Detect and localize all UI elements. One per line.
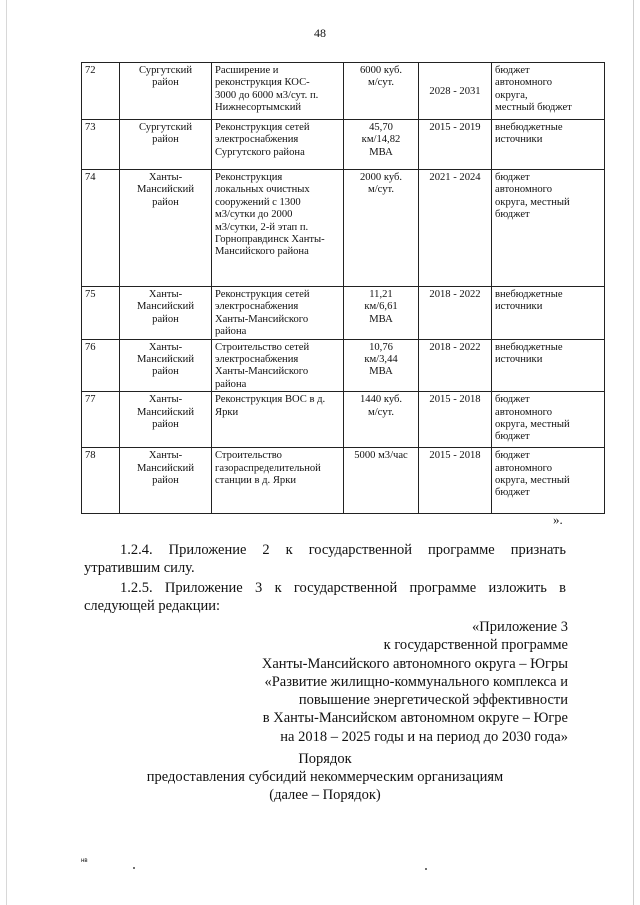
- cell-funding-source-line: бюджет: [495, 394, 530, 406]
- cell-funding-source-line: автономного: [495, 406, 553, 418]
- cell-district-line: Ханты-: [148, 341, 183, 353]
- cell-district-line: Ханты-: [148, 172, 183, 183]
- cell-district-line: Ханты-: [148, 450, 183, 462]
- appendix-header-line: к государственной программе: [383, 637, 568, 654]
- cell-district-line: район: [152, 77, 179, 89]
- appendix-header-line: в Ханты-Мансийском автономном округе – Югре: [262, 710, 568, 727]
- cell-funding-source-line: бюджет: [495, 209, 530, 221]
- cell-funding-source: [492, 63, 605, 120]
- cell-district-line: район: [152, 134, 179, 146]
- cell-measure-line: м3/сутки, 2-й этап п.: [215, 221, 309, 233]
- cell-measure-line: Ханты-Мансийского: [215, 366, 309, 378]
- cell-number: [82, 63, 120, 120]
- table-row: [82, 339, 605, 392]
- cell-measure-line: Строительство: [215, 450, 282, 462]
- cell-measure: [212, 339, 344, 392]
- cell-number-line: 78: [85, 450, 96, 462]
- order-title-line: предоставления субсидий некоммерческим организациям: [146, 769, 504, 786]
- cell-funding-source: [492, 392, 605, 448]
- cell-capacity-line: МВА: [369, 366, 393, 378]
- cell-measure-line: Нижнесортымский: [215, 102, 302, 114]
- cell-measure: [212, 63, 344, 120]
- order-title: [84, 750, 566, 805]
- cell-number-line: 73: [85, 122, 96, 133]
- cell-number-line: 75: [85, 289, 96, 300]
- cell-funding-source: [492, 448, 605, 514]
- closing-quote: ».: [553, 512, 563, 527]
- cell-capacity-line: МВА: [369, 146, 393, 158]
- cell-period-line: 2018 - 2022: [429, 341, 481, 353]
- cell-measure-line: Расширение и: [215, 65, 279, 76]
- cell-measure-line: Реконструкция сетей: [215, 289, 310, 300]
- cell-district: [120, 120, 212, 170]
- cell-district-line: район: [152, 313, 179, 325]
- cell-measure: [212, 392, 344, 448]
- cell-funding-source-line: автономного: [495, 462, 553, 474]
- cell-funding-source-line: источники: [495, 134, 543, 146]
- cell-district: [120, 63, 212, 120]
- table-row: [82, 448, 605, 514]
- appendix-header-line: Ханты-Мансийского автономного округа – Югры: [261, 655, 568, 672]
- cell-measure-line: реконструкция КОС-: [215, 77, 310, 89]
- cell-number-line: 76: [85, 341, 96, 353]
- cell-district-line: Сургутский: [139, 65, 192, 76]
- cell-district: [120, 448, 212, 514]
- measures-table: [81, 62, 605, 514]
- cell-district-line: район: [152, 366, 179, 378]
- cell-number: [82, 392, 120, 448]
- cell-measure: [212, 170, 344, 287]
- table-row: [82, 287, 605, 340]
- cell-number-line: 77: [85, 394, 96, 406]
- cell-capacity: [344, 339, 419, 392]
- cell-measure-line: Реконструкция ВОС в д.: [215, 394, 326, 406]
- cell-measure-line: Реконструкция: [215, 172, 283, 183]
- cell-funding-source-line: внебюджетные: [495, 341, 563, 353]
- cell-period-line: 2015 - 2018: [429, 394, 481, 406]
- cell-funding-source-line: источники: [495, 354, 543, 366]
- cell-measure-line: района: [215, 378, 247, 390]
- cell-district: [120, 170, 212, 287]
- cell-measure-line: Сургутского района: [215, 146, 305, 158]
- appendix-header-line: на 2018 – 2025 годы и на период до 2030 года»: [280, 728, 568, 745]
- cell-district-line: район: [152, 475, 179, 487]
- cell-district-line: Мансийский: [136, 184, 195, 196]
- cell-capacity-line: км/14,82: [361, 134, 401, 146]
- cell-funding-source-line: внебюджетные: [495, 289, 563, 300]
- cell-measure-line: Реконструкция сетей: [215, 122, 310, 133]
- appendix-header: [148, 618, 568, 746]
- cell-measure-line: электроснабжения: [215, 354, 299, 366]
- cell-period-line: 2015 - 2018: [429, 450, 481, 462]
- cell-measure-line: района: [215, 326, 247, 338]
- cell-measure-line: станции в д. Ярки: [215, 475, 297, 487]
- cell-district-line: Мансийский: [136, 406, 195, 418]
- cell-district-line: Ханты-: [148, 289, 183, 300]
- footer-mark: нв: [81, 858, 88, 864]
- cell-capacity: [344, 448, 419, 514]
- cell-funding-source-line: местный бюджет: [495, 102, 572, 114]
- cell-number: [82, 339, 120, 392]
- cell-capacity: [344, 63, 419, 120]
- cell-capacity: [344, 287, 419, 340]
- order-title-line: (далее – Порядок): [269, 787, 381, 804]
- cell-district-line: Ханты-: [148, 394, 183, 406]
- cell-measure-line: Мансийского района: [215, 246, 309, 258]
- cell-measure-line: сооружений с 1300: [215, 196, 301, 208]
- cell-capacity-line: 6000 куб.: [359, 65, 403, 76]
- cell-measure-line: Ханты-Мансийского: [215, 313, 309, 325]
- cell-capacity-line: 1440 куб.: [359, 394, 403, 406]
- table-row: [82, 392, 605, 448]
- cell-period-line: 2021 - 2024: [429, 172, 481, 183]
- cell-funding-source-line: округа, местный: [495, 196, 570, 208]
- table-row: [82, 63, 605, 120]
- cell-capacity-line: МВА: [369, 313, 393, 325]
- cell-capacity-line: м/сут.: [368, 77, 394, 89]
- cell-number: [82, 287, 120, 340]
- cell-measure-line: Ярки: [215, 406, 239, 418]
- cell-district-line: Мансийский: [136, 354, 195, 366]
- cell-period: [419, 63, 492, 120]
- cell-period: [419, 287, 492, 340]
- scan-edge-left: [6, 0, 7, 905]
- cell-capacity-line: 5000 м3/час: [354, 450, 408, 462]
- paragraph-1-2-4: 1.2.4. Приложение 2 к государственной программе признать утратившим силу.: [84, 542, 566, 576]
- cell-measure-line: м3/сутки до 2000: [215, 209, 293, 221]
- cell-funding-source-line: внебюджетные: [495, 122, 563, 133]
- cell-funding-source: [492, 339, 605, 392]
- cell-number: [82, 170, 120, 287]
- cell-period-line: 2018 - 2022: [429, 289, 481, 300]
- cell-district-line: Сургутский: [139, 122, 192, 133]
- cell-funding-source-line: округа, местный: [495, 419, 570, 431]
- cell-measure-line: электроснабжения: [215, 134, 299, 146]
- cell-funding-source-line: бюджет: [495, 487, 530, 499]
- cell-funding-source: [492, 120, 605, 170]
- cell-funding-source-line: автономного: [495, 77, 553, 89]
- cell-capacity-line: 10,76: [369, 341, 393, 353]
- cell-funding-source-line: источники: [495, 301, 543, 313]
- cell-measure-line: 3000 до 6000 м3/сут. п.: [215, 89, 319, 101]
- scan-speck: [133, 867, 135, 869]
- cell-number: [82, 448, 120, 514]
- cell-funding-source-line: бюджет: [495, 431, 530, 443]
- cell-district: [120, 392, 212, 448]
- scan-edge-right: [633, 0, 634, 905]
- cell-measure-line: Строительство сетей: [215, 341, 310, 353]
- cell-period: [419, 339, 492, 392]
- cell-funding-source-line: автономного: [495, 184, 553, 196]
- cell-period-line: 2015 - 2019: [429, 122, 481, 133]
- cell-measure-line: электроснабжения: [215, 301, 299, 313]
- cell-capacity-line: м/сут.: [368, 406, 394, 418]
- appendix-header-line: «Развитие жилищно-коммунального комплекса и: [264, 673, 568, 690]
- table-row: [82, 120, 605, 170]
- page-number: 48: [314, 26, 326, 40]
- cell-period: [419, 170, 492, 287]
- cell-funding-source: [492, 287, 605, 340]
- cell-period: [419, 448, 492, 514]
- scan-speck: [425, 868, 427, 870]
- table-row: [82, 170, 605, 287]
- cell-number-line: 74: [85, 172, 96, 183]
- cell-district-line: район: [152, 419, 179, 431]
- paragraph-1-2-5: 1.2.5. Приложение 3 к государственной программе изложить в следующей редакции:: [84, 580, 566, 614]
- cell-district: [120, 287, 212, 340]
- cell-district-line: Мансийский: [136, 301, 195, 313]
- cell-measure: [212, 120, 344, 170]
- cell-period: [419, 392, 492, 448]
- cell-funding-source-line: бюджет: [495, 450, 530, 462]
- cell-capacity: [344, 170, 419, 287]
- cell-capacity-line: км/3,44: [364, 354, 398, 366]
- cell-period-line: 2028 - 2031: [429, 85, 481, 97]
- cell-district: [120, 339, 212, 392]
- cell-district-line: Мансийский: [136, 462, 195, 474]
- cell-measure-line: Горноправдинск Ханты-: [215, 234, 325, 246]
- cell-district-line: район: [152, 196, 179, 208]
- cell-capacity-line: км/6,61: [364, 301, 398, 313]
- cell-measure-line: локальных очистных: [215, 184, 310, 196]
- cell-period: [419, 120, 492, 170]
- cell-capacity-line: 45,70: [369, 122, 393, 133]
- cell-capacity: [344, 392, 419, 448]
- cell-funding-source-line: округа, местный: [495, 475, 570, 487]
- cell-number-line: 72: [85, 65, 96, 76]
- cell-funding-source-line: бюджет: [495, 65, 530, 76]
- cell-measure-line: газораспределительной: [215, 462, 321, 474]
- cell-measure: [212, 287, 344, 340]
- measures-table-body: [82, 63, 605, 514]
- cell-number: [82, 120, 120, 170]
- cell-capacity-line: 11,21: [369, 289, 393, 300]
- cell-capacity: [344, 120, 419, 170]
- cell-funding-source: [492, 170, 605, 287]
- order-title-line: Порядок: [298, 751, 352, 767]
- cell-measure: [212, 448, 344, 514]
- appendix-header-line: «Приложение 3: [472, 619, 568, 635]
- cell-funding-source-line: бюджет: [495, 172, 530, 183]
- cell-funding-source-line: округа,: [495, 89, 528, 101]
- cell-capacity-line: м/сут.: [368, 184, 394, 196]
- appendix-header-line: повышение энергетической эффективности: [298, 692, 568, 709]
- cell-capacity-line: 2000 куб.: [359, 172, 403, 183]
